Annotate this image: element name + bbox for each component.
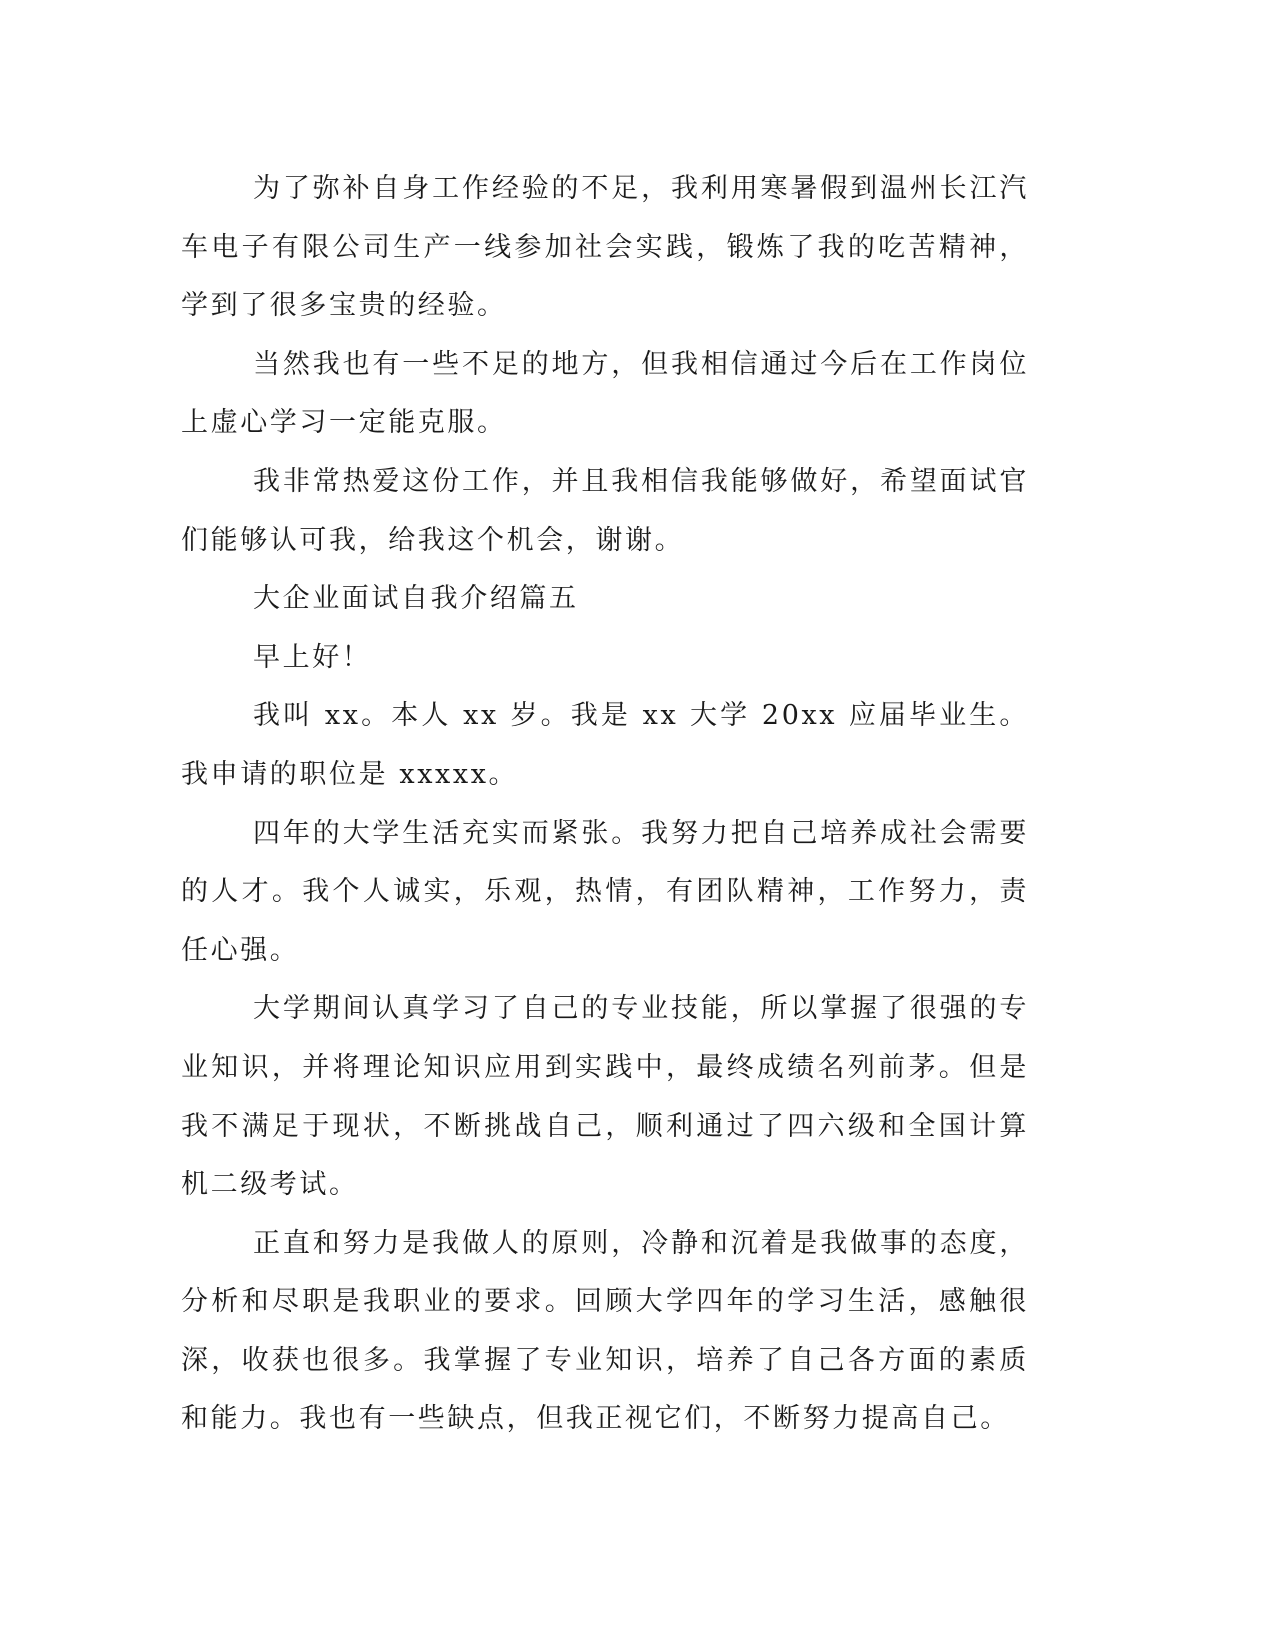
paragraph-principles: 正直和努力是我做人的原则，冷静和沉着是我做事的态度，分析和尽职是我职业的要求。回顾大学四年的学习生活，感触很深，收获也很多。我掌握了专业知识，培养了自己各方面的素质和能力。我也有一些缺点，但我正视它们，不断努力提高自己。: [181, 1227, 1029, 1435]
paragraph-university-life: 四年的大学生活充实而紧张。我努力把自己培养成社会需要的人才。我个人诚实，乐观，热情，有团队精神，工作努力，责任心强。: [181, 817, 1029, 966]
paragraph-greeting: 早上好！: [253, 641, 372, 673]
document-body: [181, 160, 1029, 1449]
paragraph-skills: 大学期间认真学习了自己的专业技能，所以掌握了很强的专业知识，并将理论知识应用到实践中，最终成绩名列前茅。但是我不满足于现状，不断挑战自己，顺利通过了四六级和全国计算机二级考试。: [181, 993, 1029, 1201]
section-heading: 大企业面试自我介绍篇五: [253, 583, 579, 615]
paragraph-internship: 为了弥补自身工作经验的不足，我利用寒暑假到温州长江汽车电子有限公司生产一线参加社会实践，锻炼了我的吃苦精神，学到了很多宝贵的经验。: [181, 173, 1029, 322]
paragraph-introduction: 我叫 xx。本人 xx 岁。我是 xx 大学 20xx 应届毕业生。我申请的职位是 xxxxx。: [181, 700, 1029, 790]
paragraph-shortcomings: 当然我也有一些不足的地方，但我相信通过今后在工作岗位上虚心学习一定能克服。: [181, 348, 1029, 439]
paragraph-closing: 我非常热爱这份工作，并且我相信我能够做好，希望面试官们能够认可我，给我这个机会，谢谢。: [181, 465, 1029, 556]
